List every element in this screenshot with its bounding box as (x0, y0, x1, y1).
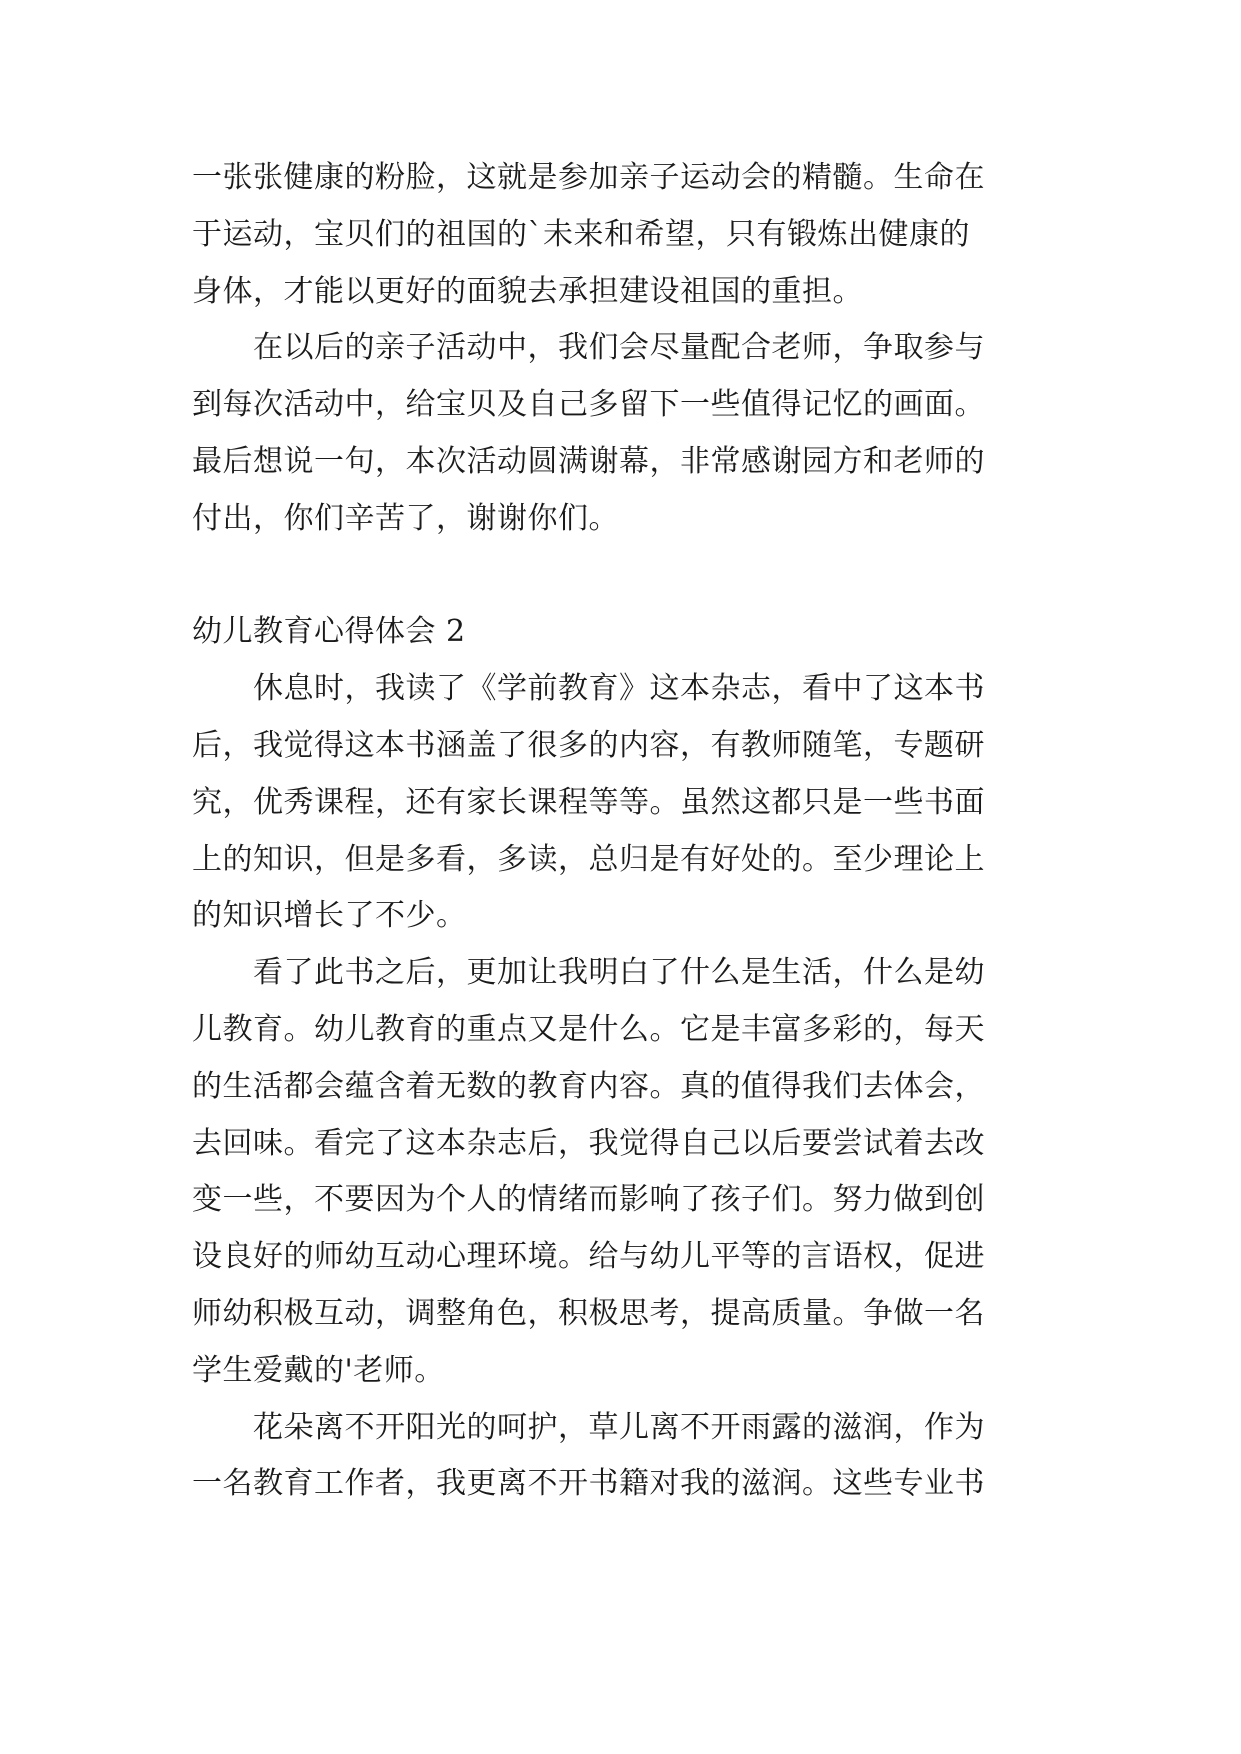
text-line: 付出，你们辛苦了，谢谢你们。 (192, 500, 619, 536)
text-line: 一名教育工作者，我更离不开书籍对我的滋润。这些专业书 (192, 1466, 985, 1502)
section-heading: 幼儿教育心得体会 2 (192, 614, 466, 650)
text-line: 儿教育。幼儿教育的重点又是什么。它是丰富多彩的，每天 (192, 1011, 985, 1047)
text-line: 一张张健康的粉脸，这就是参加亲子运动会的精髓。生命在 (192, 160, 985, 195)
text-line: 到每次活动中，给宝贝及自己多留下一些值得记忆的画面。 (192, 387, 985, 423)
paragraph-start-line: 休息时，我读了《学前教育》这本杂志，看中了这本书 (253, 671, 985, 707)
text-line: 去回味。看完了这本杂志后，我觉得自己以后要尝试着去改 (192, 1125, 985, 1161)
text-line: 后，我觉得这本书涵盖了很多的内容，有教师随笔，专题研 (192, 727, 985, 763)
text-line: 的知识增长了不少。 (192, 898, 467, 934)
section-spacer (192, 548, 1072, 605)
text-line: 师幼积极互动，调整角色，积极思考，提高质量。争做一名 (192, 1295, 985, 1331)
text-line: 上的知识，但是多看，多读，总归是有好处的。至少理论上 (192, 841, 985, 877)
text-line: 身体，才能以更好的面貌去承担建设祖国的重担。 (192, 273, 863, 309)
paragraph-start-line: 看了此书之后，更加让我明白了什么是生活，什么是幼 (253, 955, 985, 991)
paragraph-start-line: 花朵离不开阳光的呵护，草儿离不开雨露的滋润，作为 (253, 1409, 985, 1445)
text-line: 设良好的师幼互动心理环境。给与幼儿平等的言语权，促进 (192, 1239, 985, 1275)
text-line: 学生爱戴的'老师。 (192, 1352, 445, 1388)
text-line: 变一些，不要因为个人的情绪而影响了孩子们。努力做到创 (192, 1182, 985, 1218)
text-line: 于运动，宝贝们的祖国的`未来和希望，只有锻炼出健康的 (192, 216, 970, 252)
text-line: 最后想说一句，本次活动圆满谢幕，非常感谢园方和老师的 (192, 443, 985, 479)
document-body (192, 150, 1072, 1513)
text-line: 究，优秀课程，还有家长课程等等。虽然这都只是一些书面 (192, 784, 985, 820)
text-line: 的生活都会蕴含着无数的教育内容。真的值得我们去体会， (192, 1068, 985, 1104)
paragraph-start-line: 在以后的亲子活动中，我们会尽量配合老师，争取参与 (253, 330, 985, 366)
